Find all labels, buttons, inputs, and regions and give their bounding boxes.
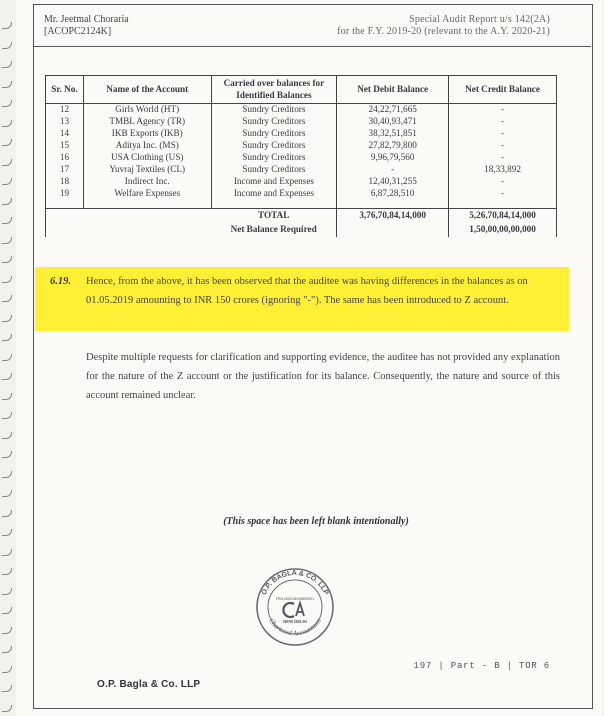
cell-net-debit: 24,22,71,665 <box>337 104 449 117</box>
cell-sr-no: 19 <box>46 188 84 200</box>
cell-carried-over: Sundry Creditors <box>211 116 337 128</box>
binder-ring <box>2 198 12 205</box>
binder-ring <box>2 237 12 244</box>
table-row <box>46 140 557 152</box>
body-paragraph: Despite multiple requests for clarification and supporting evidence, the auditee has not provided any explanation for the nature of the Z account or the justification for its balance. Consequently, the nature and source of this account remained unclear. <box>86 352 560 401</box>
cell-net-credit: - <box>449 140 557 152</box>
firm-seal <box>254 566 336 648</box>
net-balance-credit: 1,50,00,00,00,000 <box>449 223 557 237</box>
client-name: Mr. Jeetmal Choraria <box>44 14 129 25</box>
binder-ring <box>2 159 12 166</box>
page-footer-number: 197 | Part - B | TOR 6 <box>413 661 550 671</box>
binder-ring <box>2 120 12 127</box>
cell-net-debit: 6,87,28,510 <box>337 188 449 200</box>
binder-ring <box>2 471 12 478</box>
binder-ring <box>2 705 12 712</box>
cell-net-credit: - <box>449 116 557 128</box>
firm-logo-text: O.P. Bagla & Co. LLP <box>97 679 201 690</box>
report-period: for the F.Y. 2019-20 (relevant to the A.Y. 2020-21) <box>337 26 550 37</box>
binder-ring <box>2 646 12 653</box>
cell-carried-over: Sundry Creditors <box>211 164 337 176</box>
table-header-row <box>46 76 557 104</box>
section-number: 6.19. <box>50 276 71 287</box>
cell-account-name: Indirect Inc. <box>83 176 211 188</box>
cell-net-credit: - <box>449 128 557 140</box>
binder-ring <box>2 100 12 107</box>
cell-net-credit: - <box>449 104 557 117</box>
report-title: Special Audit Report u/s 142(2A) <box>409 14 550 25</box>
balances-table <box>45 75 557 237</box>
svg-text:O.P. BAGLA & CO. LLP <box>261 570 330 596</box>
spacer-cell <box>337 200 449 209</box>
cell-net-credit: 18,33,892 <box>449 164 557 176</box>
section-text: Hence, from the above, it has been observed that the auditee was having differences in the balances as on 01.05.2019 amounting to INR 150 crores (ignoring "-"). The same has been introduced to Z account. <box>86 276 528 306</box>
cell-net-debit: 12,40,31,255 <box>337 176 449 188</box>
table-row <box>46 164 557 176</box>
total-debit: 3,76,70,84,14,000 <box>337 209 449 224</box>
seal-city-text: NEW DELHI <box>283 619 307 624</box>
binder-ring <box>2 432 12 439</box>
cell-account-name: TMBL Agency (TR) <box>83 116 211 128</box>
cell-sr-no: 18 <box>46 176 84 188</box>
cell-net-debit: 27,82,79,800 <box>337 140 449 152</box>
net-empty-cell <box>337 223 449 237</box>
total-row <box>46 209 557 224</box>
cell-net-credit: - <box>449 152 557 164</box>
net-empty-cell <box>46 223 84 237</box>
cell-carried-over: Sundry Creditors <box>211 152 337 164</box>
cell-net-credit: - <box>449 188 557 200</box>
client-pan: [ACOPC2124K] <box>44 26 112 37</box>
table-row <box>46 188 557 200</box>
binder-ring <box>2 61 12 68</box>
seal-ca-text: Chartered Accountants <box>267 617 323 638</box>
binder-ring <box>2 549 12 556</box>
seal-firm-text: O.P. BAGLA & CO. LLP <box>260 569 330 597</box>
col-sr-no: Sr. No. <box>46 76 84 104</box>
binder-ring <box>2 412 12 419</box>
binder-ring <box>2 334 12 341</box>
table-row <box>46 152 557 164</box>
col-net-debit: Net Debit Balance <box>337 76 449 104</box>
binder-ring <box>2 373 12 380</box>
spacer-cell <box>211 200 337 209</box>
binder-ring <box>2 178 12 185</box>
cell-account-name: Yuvraj Textiles (CL) <box>83 164 211 176</box>
table-row <box>46 104 557 117</box>
binder-ring <box>2 81 12 88</box>
binder-ring <box>2 139 12 146</box>
binder-ring <box>2 666 12 673</box>
binder-ring <box>2 529 12 536</box>
binder-ring <box>2 588 12 595</box>
spacer-cell <box>449 200 557 209</box>
cell-net-debit: - <box>337 164 449 176</box>
cell-sr-no: 14 <box>46 128 84 140</box>
binder-ring <box>2 354 12 361</box>
cell-account-name: IKB Exports (IKB) <box>83 128 211 140</box>
cell-carried-over: Sundry Creditors <box>211 128 337 140</box>
table-row <box>46 176 557 188</box>
binder-ring <box>2 315 12 322</box>
cell-sr-no: 17 <box>46 164 84 176</box>
total-credit: 5,26,70,84,14,000 <box>449 209 557 224</box>
total-empty-cell <box>83 209 211 224</box>
cell-carried-over: Sundry Creditors <box>211 140 337 152</box>
binder-ring <box>2 607 12 614</box>
binder-ring <box>2 685 12 692</box>
cell-sr-no: 12 <box>46 104 84 117</box>
cell-net-credit: - <box>449 176 557 188</box>
binder-ring <box>2 42 12 49</box>
header-divider <box>33 46 591 47</box>
binder-spine <box>0 0 14 716</box>
col-account-name: Name of the Account <box>83 76 211 104</box>
header-report-title <box>260 14 550 38</box>
cell-account-name: USA Clothing (US) <box>83 152 211 164</box>
col-net-credit: Net Credit Balance <box>449 76 557 104</box>
binder-ring <box>2 22 12 29</box>
binder-ring <box>2 256 12 263</box>
net-empty-cell <box>83 223 211 237</box>
binder-ring <box>2 295 12 302</box>
cell-net-debit: 9,96,79,560 <box>337 152 449 164</box>
binder-ring <box>2 490 12 497</box>
table-row <box>46 128 557 140</box>
seal-frn-text: FRN 000018N/N500091 <box>275 597 315 601</box>
table-body <box>46 104 557 238</box>
cell-account-name: Girls World (HT) <box>83 104 211 117</box>
net-balance-row <box>46 223 557 237</box>
cell-sr-no: 13 <box>46 116 84 128</box>
cell-carried-over: Sundry Creditors <box>211 104 337 117</box>
total-label: TOTAL <box>211 209 337 224</box>
spacer-cell <box>46 200 84 209</box>
cell-carried-over: Income and Expenses <box>211 188 337 200</box>
binder-ring <box>2 568 12 575</box>
cell-sr-no: 15 <box>46 140 84 152</box>
net-balance-label: Net Balance Required <box>211 223 337 237</box>
col-carried-over: Carried over balances for Identified Balances <box>211 76 337 104</box>
cell-account-name: Aditya Inc. (MS) <box>83 140 211 152</box>
blank-space-note: (This space has been left blank intentionally) <box>223 516 409 527</box>
cell-sr-no: 16 <box>46 152 84 164</box>
table-row <box>46 116 557 128</box>
cell-net-debit: 38,32,51,851 <box>337 128 449 140</box>
binder-ring <box>2 393 12 400</box>
binder-ring <box>2 627 12 634</box>
spacer-cell <box>83 200 211 209</box>
cell-net-debit: 30,40,93,471 <box>337 116 449 128</box>
binder-ring <box>2 217 12 224</box>
ca-logo-icon <box>283 603 304 617</box>
binder-ring <box>2 276 12 283</box>
table-spacer-row <box>46 200 557 209</box>
total-empty-cell <box>46 209 84 224</box>
binder-ring <box>2 451 12 458</box>
cell-carried-over: Income and Expenses <box>211 176 337 188</box>
cell-account-name: Welfare Expenses <box>83 188 211 200</box>
header-client <box>44 14 129 38</box>
